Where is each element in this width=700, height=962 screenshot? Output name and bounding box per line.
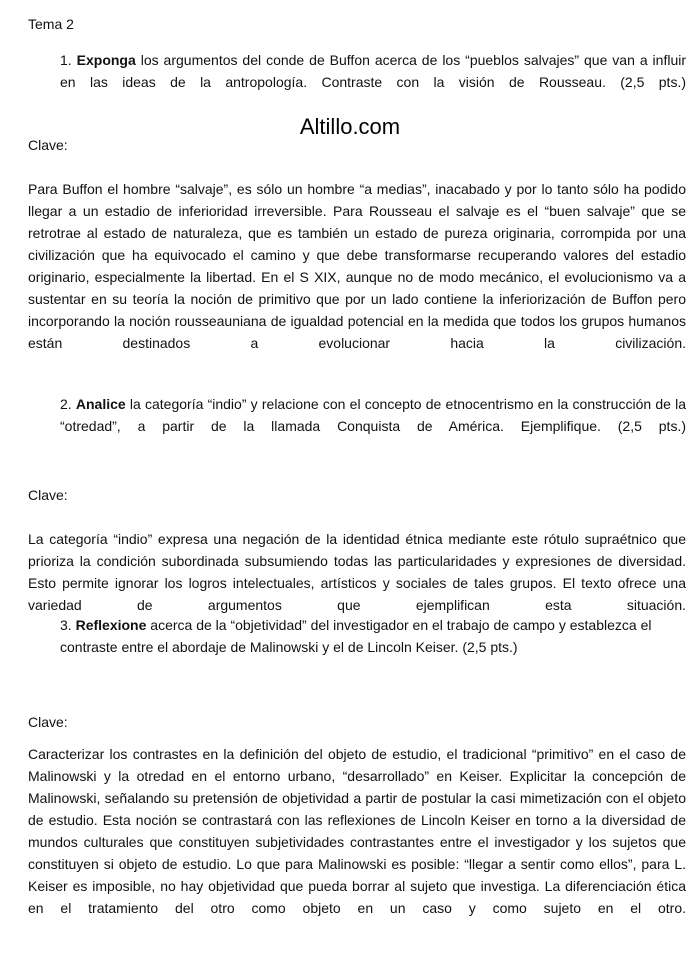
question-text: los argumentos del conde de Buffon acerca de los “pueblos salvajes” que van a influir en las ideas de la antropología. Contraste con la visión de Rousseau. (2,5 pts.) — [60, 52, 687, 90]
question-verb: Analice — [75, 396, 126, 412]
question-text: acerca de la “objetividad” del investigador en el trabajo de campo y establezca el contraste entre el abordaje de Malinowski y el de Lincoln Keiser. (2,5 pts.) — [60, 617, 652, 655]
question-number: 2. — [60, 396, 72, 412]
question-1 — [60, 49, 686, 115]
document-title: Tema 2 — [28, 16, 74, 32]
watermark-text: Altillo.com — [299, 114, 401, 139]
clave-label-2: Clave: — [28, 487, 68, 503]
answer-1: Para Buffon el hombre “salvaje”, es sólo un hombre “a medias”, inacabado y por lo tanto sólo ha podido llegar a un estadio de inferioridad irreversible. Para Rousseau el salvaje es el “buen salvaje” que se retrotrae al estado de naturaleza, que es también un estado de pureza originaria, corrompida por una civilización que ha equivocado el camino y que debe transformarse recuperando valores del estadio originario, especialmente la libertad. En el S XIX, aunque no de modo mecánico, el evolucionismo va a sustentar en su teoría la noción de primitivo que por un lado contiene la inferiorización de Buffon pero incorporando la noción rousseauniana de igualdad potencial en la medida que todos los grupos humanos están destinados a evolucionar hacia la civilización. — [28, 181, 686, 351]
question-3 — [60, 614, 686, 658]
question-verb: Reflexione — [75, 617, 147, 633]
clave-label-1: Clave: — [28, 137, 68, 153]
question-2 — [60, 393, 686, 459]
question-verb: Exponga — [76, 52, 136, 68]
question-number: 3. — [60, 617, 72, 633]
answer-2: La categoría “indio” expresa una negación de la identidad étnica mediante este rótulo supraétnico que prioriza la condición subordinada subsumiendo todas las particularidades y expresiones de diversidad. Esto permite ignorar los logros intelectuales, artísticos y sociales de tales grupos. El texto ofrece una variedad de argumentos que ejemplifican esta situación. — [28, 531, 686, 613]
question-text: la categoría “indio” y relacione con el concepto de etnocentrismo en la construcción de la “otredad”, a partir de la llamada Conquista de América. Ejemplifique. (2,5 pts.) — [60, 396, 687, 434]
answer-3: Caracterizar los contrastes en la definición del objeto de estudio, el tradicional “primitivo” en el caso de Malinowski y la otredad en el entorno urbano, “desarrollado” en Keiser. Explicitar la concepción de Malinowski, señalando su pretensión de objetividad a partir de postular la casi mimetización con el objeto de estudio. Esta noción se contrastará con las reflexiones de Lincoln Keiser en torno a la diversidad de mundos culturales que constituyen subjetividades contrastantes entre el investigador y los sujetos que constituyen si objeto de estudio. Lo que para Malinowski es posible: “llegar a sentir como ellos”, para L. Keiser es imposible, no hay objetividad que pueda borrar al sujeto que investiga. La diferenciación ética en el tratamiento del otro como objeto en un caso y como sujeto en el otro. — [28, 746, 686, 916]
question-number: 1. — [60, 52, 72, 68]
clave-label-3: Clave: — [28, 714, 68, 730]
